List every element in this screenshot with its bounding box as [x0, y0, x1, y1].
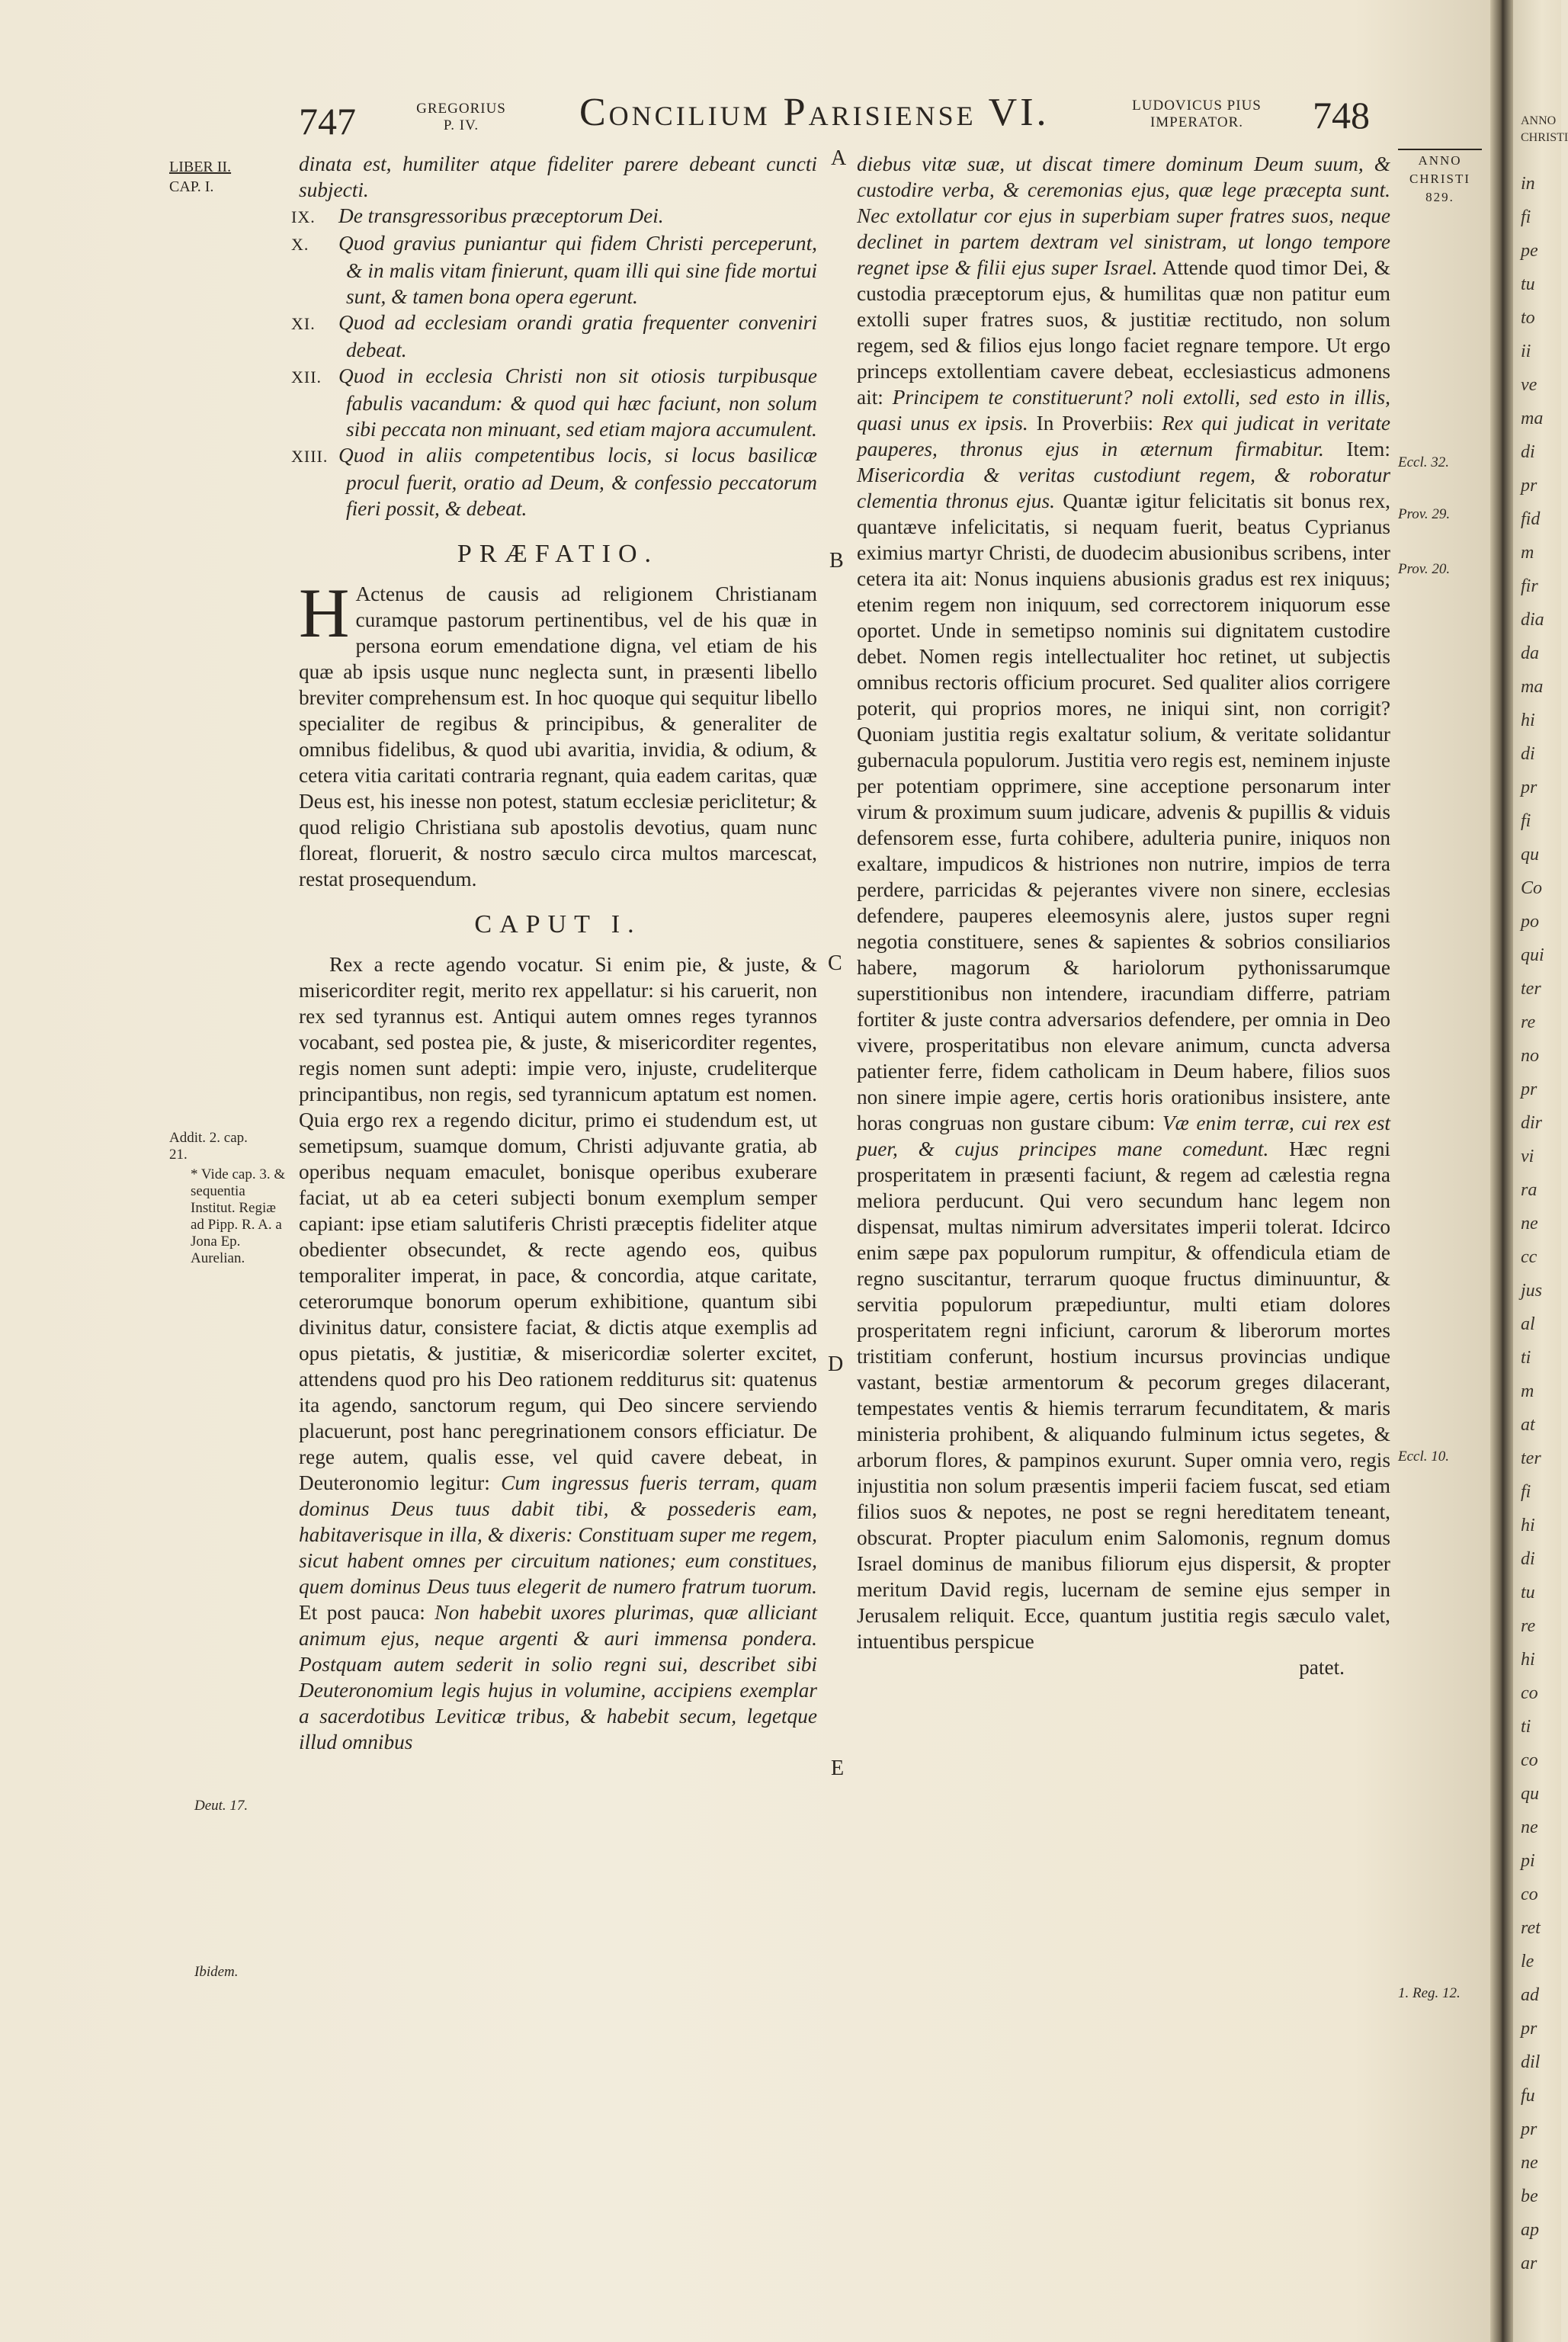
facing-page-fragment: ap — [1521, 2220, 1539, 2240]
facing-page-fragment: ti — [1521, 1717, 1531, 1737]
section-letter-c: C — [828, 951, 842, 975]
facing-page-fragment: m — [1521, 543, 1534, 563]
facing-page-fragment: ter — [1521, 1449, 1541, 1468]
facing-page-fragment: CHRISTI — [1521, 131, 1568, 144]
facing-page-fragment: ne — [1521, 1214, 1538, 1234]
section-letter-d: D — [828, 1352, 844, 1376]
running-head-left-line1: GREGORIUS — [416, 101, 506, 117]
chapter-number: X. — [291, 235, 309, 254]
praefatio-text — [299, 574, 818, 892]
running-head-right-line1: LUDOVICUS PIUS — [1132, 98, 1262, 114]
facing-page-fragment: pr — [1521, 2019, 1538, 2039]
margin-eccl-10: Eccl. 10. — [1398, 1449, 1450, 1465]
facing-page-fragment: fi — [1521, 811, 1531, 831]
facing-page-fragment: ar — [1521, 2254, 1538, 2273]
facing-page-fragment: le — [1521, 1952, 1534, 1971]
page-title: Concilium Parisiense VI. — [579, 91, 1050, 134]
book-gutter — [1490, 0, 1513, 2342]
chapter-list-item — [291, 230, 817, 310]
text-item: Item: — [1346, 438, 1390, 460]
facing-page-fragment: pi — [1521, 1851, 1535, 1871]
text-attende: Attende quod timor Dei, & custodia præceptorum ejus, & humilitas quæ non patitur eum extolli super fratres suos, & justitiæ rectitudo, non solum regem, sed & filios ejus longo faciet regnare tempore. Ut ergo princeps extollentiam cavere debeat, ecclesiasticus admonens ait: — [857, 256, 1390, 409]
facing-page-fragment: fir — [1521, 576, 1538, 596]
catchword: patet. — [1299, 1656, 1345, 1679]
facing-page-fragment: ANNO — [1521, 114, 1557, 127]
facing-page-fragment: co — [1521, 1885, 1538, 1904]
section-letter-e: E — [831, 1756, 845, 1780]
facing-page-fragment: m — [1521, 1381, 1534, 1401]
right-column — [857, 151, 1390, 1680]
facing-page-fragment: hi — [1521, 1516, 1535, 1535]
quote-proverbs-20: Misericordia & veritas custodiunt regem, & roboratur clementia thronus ejus. — [857, 464, 1390, 512]
facing-page-fragment: fi — [1521, 207, 1531, 227]
caput-text — [299, 951, 817, 1755]
quote-proverbs-29: Rex qui judicat in veritate pauperes, thronus ejus in æternum firmabitur. — [857, 412, 1391, 460]
chapter-list-continuation: dinata est, humiliter atque fideliter parere debeant cuncti subjecti. — [299, 152, 817, 201]
facing-page-fragment: ma — [1521, 677, 1544, 697]
facing-page-fragment: qu — [1521, 845, 1539, 865]
facing-page-fragment: re — [1521, 1616, 1536, 1636]
margin-liber: LIBER II. — [169, 159, 232, 175]
caput-body: Rex a recte agendo vocatur. Si enim pie, & juste, & misericorditer regit, merito rex appellatur: si his caruerit, non rex sed tyrannus est. Antiqui autem omnes reges tyrannos vocabant, sed postea pie, & juste, & misericorditer regentes, regis nomen sunt adepti: impie vero, injuste, crudeliterque principantibus, non regis, sed tyrannicum aptatum est nomen. Quia ergo rex a regendo dicitur, primo ei studendum est, ut semetipsum, suamque domum, Christi adjuvante gratia, ab operibus nequam emaculet, bonisque operibus exuberare faciat, ut ab ea ceteri subjecti bonum exemplum semper capiant: ipse etiam salutiferis Christi præceptis fideliter atque obedienter obsecundet, & recte agendo eos, quibus temporaliter imperat, in pace, & concordia, atque caritate, ceterorumque bonorum operum exhibitione, quantum sibi divinitus datur, consistere faciat, & dictis atque exemplis ad opus pietatis, & justitiæ, & misericordiæ solerter excitet, attendens quod pro his Deo rationem redditurus sit: quatenus ita agendo, sanctorum regum, qui Deo sincere serviendo placuerunt, post hanc peregrinationem consors efficiatur. De rege autem, qualis esse, vel quid cavere debeat, in Deuteronomio legitur: — [299, 953, 817, 1494]
chapter-title: Quod in aliis competentibus locis, si locus basilicæ procul fuerit, oratio ad Deum, & confessio peccatorum fieri possit, & debeat. — [338, 444, 817, 520]
running-head-left — [412, 101, 511, 134]
facing-page-fragment: co — [1521, 1750, 1538, 1770]
facing-page-fragment: tu — [1521, 1583, 1535, 1603]
section-letter-a: A — [831, 146, 847, 170]
chapter-number: XI. — [291, 314, 316, 333]
section-letter-b: B — [829, 549, 844, 573]
facing-page-fragment: ter — [1521, 979, 1541, 999]
facing-page-fragment: dil — [1521, 2052, 1541, 2072]
drop-cap-initial: H — [299, 574, 350, 652]
facing-page-fragment: ve — [1521, 375, 1538, 395]
facing-page-fragment: al — [1521, 1314, 1535, 1334]
running-head-right — [1121, 98, 1273, 131]
anno-christi-box — [1398, 149, 1482, 207]
facing-page-fragment: pr — [1521, 1080, 1538, 1099]
anno-label: ANNO — [1418, 153, 1462, 168]
facing-page-fragment: ret — [1521, 1918, 1541, 1938]
facing-page-fragment: ne — [1521, 2153, 1538, 2173]
margin-reg-12: 1. Reg. 12. — [1398, 1985, 1461, 2001]
facing-page-fragment: dir — [1521, 1113, 1543, 1133]
text-haec-regni: Hæc regni prosperitatem in præsenti faciunt, & regem ad cælestia regna meliora perducunt. Qui vero secundum hanc legem non dispensat, multas nimirum adversitates imperii tolerat. Idcirco enim sæpe pax populorum rumpitur, & offendicula etiam de regno suscitantur, terrarum quoque fructus diminuuntur, & servitia populorum præpediuntur, multi etiam dolores prosperitatem regni inficiunt, carorum & liberorum mortes tristitiam conferunt, hostium incursus provincias undique vastant, bestiæ armentorum & pecorum greges dilacerant, tempestates ventis & hiemis terrarum fecunditatem, & maris ministeria prohibent, & aliquando fulminum ictus segetes, & arborum flores, & pampinos exurunt. Super omnia vero, regis injustitia non solum præsentis imperii faciem fuscat, sed etiam filios suos & nepotes, ne post se regni hereditatem teneant, obscurat. Propter piaculum enim Salomonis, regnum domus Israel dominus de manibus filiorum ejus dispersit, & propter meritum David regis, lucernam de semine ejus semper in Jerusalem reliquit. Ecce, quantum justitia regis sæculo valet, intuentibus perspicue — [857, 1137, 1391, 1653]
facing-page-fragment: da — [1521, 643, 1539, 663]
running-head-right-line2: IMPERATOR. — [1150, 114, 1244, 130]
facing-page-fragment: hi — [1521, 711, 1535, 730]
anno-year: 829. — [1425, 190, 1454, 204]
chapter-list-item — [291, 310, 817, 363]
page-number-left: 747 — [299, 100, 356, 143]
chapter-list-item — [291, 363, 817, 442]
left-column — [291, 151, 818, 1755]
text-quantae: Quantæ igitur felicitatis sit bonus rex, quantæve infelicitatis, si nequam fuerit, beatus Cyprianus eximius martyr Christi, de duodecim abusionibus scribens, inter cetera ita ait: Nonus inquiens abusionis gradus est rex iniquus; etenim regem non iniquum, sed correctorem iniquorum esse oportet. Unde in semetipso nominis sui dignitatem custodire debet. Nomen regis intellectualiter hoc retinet, ut subjectis omnibus rectoris officium procuret. Sed qualiter alios corrigere poterit, qui proprios mores, ne iniqui sint, non corrigit? Quoniam justitia regis exaltatur solium, & veritate solidantur gubernacula populorum. Justitia vero regis est, neminem injuste per potentiam opprimere, sine acceptione personarum inter virum & proximum suum judicare, advenis & pupillis & viduis defensorem esse, furta cohibere, adulteria punire, iniquos non exaltare, impudicos & histriones non nutrire, impios de terra perdere, parricidas & pejerantes vivere non sinere, ecclesias defendere, pauperes eleemosynis alere, justos super regni negotia constituere, senes & sapientes & sobrios consiliarios habere, magorum & hariolorum pythonissarumque superstitionibus non intendere, iracundiam differre, patriam fortiter & juste contra adversarios defendere, per omnia in Deo vivere, prosperitatibus non elevare animum, cuncta adversa patienter ferre, fidem catholicam in Deum habere, filios suos non sinere impie agere, certis horis orationibus insistere, ante horas congruas non gustare cibum: — [857, 489, 1390, 1134]
facing-page-fragment: jus — [1521, 1281, 1543, 1301]
facing-page-fragment: re — [1521, 1012, 1536, 1032]
facing-page-fragment: in — [1521, 174, 1535, 194]
facing-page-fragment: ti — [1521, 1348, 1531, 1368]
facing-page-fragment: pr — [1521, 778, 1538, 797]
facing-page-fragment: po — [1521, 912, 1539, 932]
chapter-number: XIII. — [291, 447, 329, 466]
deuteronomy-quote: Cum ingressus fueris terram, quam dominus Deus tuus dabit tibi, & possederis eam, habitaverisque in illa, & dixeris: Constituam super me regem, sicut habent omnes per circuitum nationes; eum constitues, quem dominus Deus tuus elegerit de numero fratrum tuorum. — [299, 1471, 818, 1598]
chapter-title: De transgressoribus præceptorum Dei. — [338, 204, 664, 227]
facing-page-fragment: ra — [1521, 1180, 1538, 1200]
facing-page-fragment: di — [1521, 442, 1535, 462]
facing-page-fragment: di — [1521, 1549, 1535, 1569]
facing-page-fragment: Co — [1521, 878, 1543, 898]
facing-page-fragment: tu — [1521, 274, 1535, 294]
facing-page-fragment: pr — [1521, 2119, 1538, 2139]
et-post-pauca: Et post pauca: — [299, 1601, 425, 1624]
praefatio-heading: PRÆFATIO. — [457, 540, 659, 568]
margin-eccl-32: Eccl. 32. — [1398, 454, 1450, 470]
chapter-number: IX. — [291, 207, 316, 226]
facing-page-fragment: cc — [1521, 1247, 1538, 1267]
quote-deuteronomy-cont: diebus vitæ suæ, ut discat timere dominum Deum suum, & custodire verba, & ceremonias ejus, quæ lege præcepta sunt. Nec extollatur cor ejus in superbiam super fratres suos, neque declinet in partem dextram vel sinistram, ut longo tempore regnet ipse & filii ejus super Israel. — [857, 152, 1390, 279]
facing-page-fragment: ad — [1521, 1985, 1539, 2005]
chapter-list — [291, 203, 817, 521]
margin-cap: CAP. I. — [169, 178, 214, 195]
margin-prov-20: Prov. 20. — [1398, 561, 1451, 577]
margin-deut: Deut. 17. — [194, 1798, 249, 1814]
christi-label: CHRISTI — [1409, 172, 1471, 186]
facing-page-fragment: di — [1521, 744, 1535, 764]
running-head-left-line2: P. IV. — [443, 117, 479, 133]
facing-page-fragment: ii — [1521, 342, 1531, 361]
facing-page-fragment: qui — [1521, 945, 1544, 965]
praefatio-body: Actenus de causis ad religionem Christianam curamque pastorum pertinentibus, vel de his quæ in persona eorum emendatione digna, vel etiam de his quæ ab ipsis usque nunc neglecta sunt, in præsenti libello breviter comprehensum est. In hoc quoque qui sequitur libello specialiter de regibus & principibus, & generaliter de omnibus fidelibus, & quod ubi avaritia, invidia, & odium, & cetera vitia caritati contraria regnant, quia eadem caritas, quæ Deus est, his inesse non potest, statum ecclesiæ periclitetur; & quod religio Christiana sub apostolis devotius, quam nunc floreat, floruerit, & nostro sæculo circa multos marcescat, restat prosequendum. — [299, 582, 818, 890]
margin-ibidem: Ibidem. — [194, 1964, 239, 1980]
facing-page-fragment: be — [1521, 2186, 1538, 2206]
margin-prov-29: Prov. 29. — [1398, 506, 1451, 522]
caput-heading: CAPUT I. — [474, 910, 642, 938]
quote-ecclesiastes-10: Væ enim terræ, cui rex est puer, & cujus principes mane comedunt. — [857, 1112, 1390, 1160]
text-in-proverbiis: In Proverbiis: — [1036, 412, 1154, 435]
facing-page-fragment: at — [1521, 1415, 1535, 1435]
facing-page-fragment: qu — [1521, 1784, 1539, 1804]
facing-page-edge — [1513, 0, 1568, 2342]
quote-ecclesiasticus: Principem te constituerunt? noli extolli, sed esto in illis, quasi unus ex ipsis. — [857, 386, 1390, 435]
chapter-title: Quod ad ecclesiam orandi gratia frequenter conveniri debeat. — [338, 311, 817, 361]
facing-page-fragment: to — [1521, 308, 1535, 328]
chapter-list-item — [291, 203, 817, 230]
facing-page-fragment: pr — [1521, 476, 1538, 496]
margin-addit: Addit. 2. cap. 21. — [169, 1130, 248, 1163]
facing-page-fragment: vi — [1521, 1147, 1534, 1166]
facing-page-fragment: hi — [1521, 1650, 1535, 1670]
facing-page-fragment: pe — [1521, 241, 1538, 261]
page-number-right: 748 — [1313, 94, 1370, 136]
facing-page-fragment: fid — [1521, 509, 1541, 529]
facing-page-fragment: fu — [1521, 2086, 1535, 2106]
chapter-number: XII. — [291, 367, 322, 387]
chapter-list-item — [291, 442, 817, 521]
ibidem-quote: Non habebit uxores plurimas, quæ alliciant animum ejus, neque argenti & auri immensa pondera. Postquam autem sederit in solio regni sui, describet sibi Deuteronomium legis hujus in volumine, accipiens exemplar a sacerdotibus Leviticæ tribus, & habebit secum, legetque illud omnibus — [299, 1601, 817, 1753]
facing-page-fragment: co — [1521, 1683, 1538, 1703]
margin-vide: * Vide cap. 3. & sequentia Institut. Regiæ ad Pipp. R. A. a Jona Ep. Aurelian. — [191, 1166, 286, 1266]
right-column-text — [857, 151, 1390, 1654]
chapter-title: Quod in ecclesia Christi non sit otiosis turpibusque fabulis vacandum: & quod qui hæc faciunt, non solum sibi peccata non minuant, sed etiam majora accumulent. — [338, 364, 817, 441]
chapter-title: Quod gravius puniantur qui fidem Christi perceperunt, & in malis vitam finierunt, quam illi qui sine fide mortui sunt, & tamen bona opera egerunt. — [338, 232, 817, 308]
facing-page-fragment: fi — [1521, 1482, 1531, 1502]
facing-page-fragment: ma — [1521, 409, 1544, 428]
facing-page-fragment: dia — [1521, 610, 1544, 630]
facing-page-fragment: no — [1521, 1046, 1539, 1066]
facing-page-fragment: ne — [1521, 1817, 1538, 1837]
